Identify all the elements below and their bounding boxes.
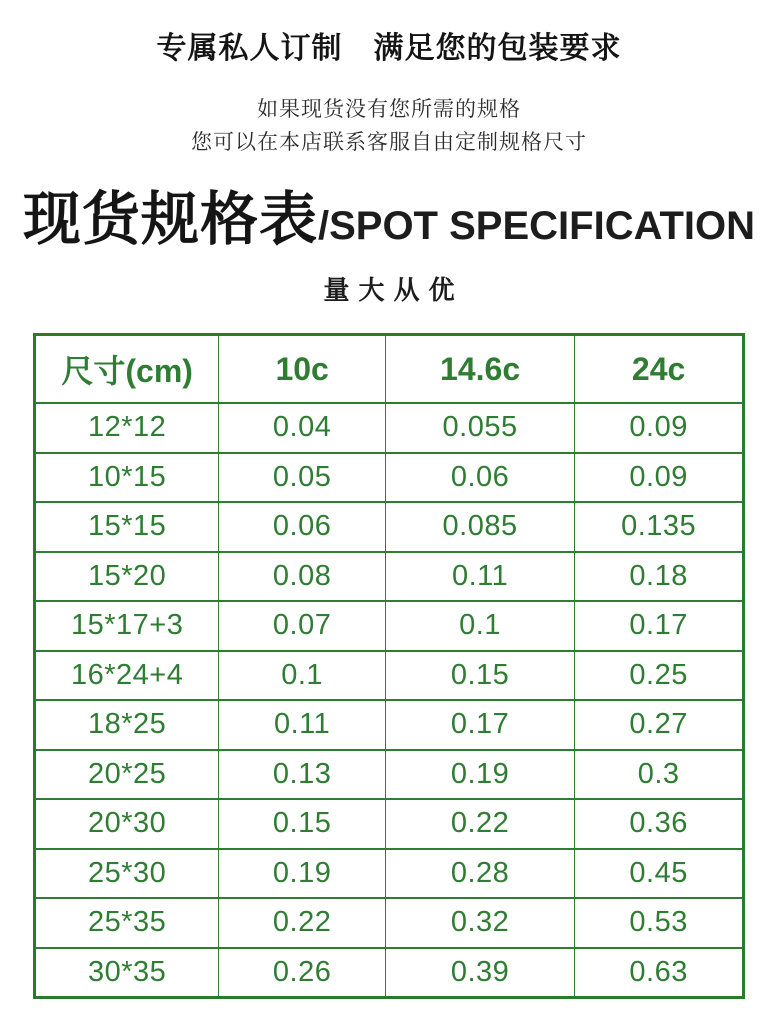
price-cell: 0.1 (385, 601, 574, 651)
spec-table-body (35, 403, 744, 998)
column-header-24c: 24c (575, 335, 744, 404)
table-row (35, 799, 744, 849)
price-cell: 0.36 (575, 799, 744, 849)
subtitle-line1: 如果现货没有您所需的规格 (257, 98, 521, 121)
price-cell: 0.53 (575, 898, 744, 948)
table-header-row (35, 335, 744, 404)
price-cell: 0.17 (575, 601, 744, 651)
table-row (35, 453, 744, 503)
section-title-chinese: 现货规格表 (22, 187, 318, 252)
bulk-discount-tagline: 量大从优 (323, 276, 464, 305)
price-cell: 0.11 (385, 552, 574, 602)
price-cell: 0.085 (385, 502, 574, 552)
price-cell: 0.32 (385, 898, 574, 948)
price-cell: 0.17 (385, 700, 574, 750)
price-cell: 0.25 (575, 651, 744, 701)
table-row (35, 898, 744, 948)
table-row (35, 502, 744, 552)
section-title (0, 185, 778, 270)
table-row (35, 601, 744, 651)
size-cell: 25*35 (35, 898, 219, 948)
size-cell: 16*24+4 (35, 651, 219, 701)
table-row (35, 750, 744, 800)
page-title: 专属私人订制 满足您的包装要求 (156, 32, 622, 65)
price-cell: 0.63 (575, 948, 744, 998)
table-row (35, 849, 744, 899)
size-cell: 20*25 (35, 750, 219, 800)
price-cell: 0.04 (219, 403, 386, 453)
section-title-english: /SPOT SPECIFICATION (317, 204, 756, 248)
column-header-14-6c: 14.6c (385, 335, 574, 404)
price-cell: 0.3 (575, 750, 744, 800)
price-cell: 0.19 (385, 750, 574, 800)
price-cell: 0.22 (219, 898, 386, 948)
price-cell: 0.27 (575, 700, 744, 750)
price-cell: 0.09 (575, 403, 744, 453)
price-cell: 0.19 (219, 849, 386, 899)
subtitle-line2: 您可以在本店联系客服自由定制规格尺寸 (191, 131, 587, 154)
size-cell: 15*17+3 (35, 601, 219, 651)
price-cell: 0.06 (219, 502, 386, 552)
price-cell: 0.15 (385, 651, 574, 701)
table-row (35, 552, 744, 602)
table-row (35, 948, 744, 998)
table-row (35, 700, 744, 750)
size-cell: 15*20 (35, 552, 219, 602)
size-cell: 15*15 (35, 502, 219, 552)
spec-table (33, 333, 745, 999)
price-cell: 0.05 (219, 453, 386, 503)
price-cell: 0.1 (219, 651, 386, 701)
price-cell: 0.07 (219, 601, 386, 651)
subtitle-block (0, 93, 778, 159)
price-cell: 0.22 (385, 799, 574, 849)
price-cell: 0.08 (219, 552, 386, 602)
price-cell: 0.18 (575, 552, 744, 602)
size-cell: 20*30 (35, 799, 219, 849)
price-cell: 0.28 (385, 849, 574, 899)
column-header-size: 尺寸(cm) (35, 335, 219, 404)
table-row (35, 651, 744, 701)
price-cell: 0.055 (385, 403, 574, 453)
price-cell: 0.15 (219, 799, 386, 849)
size-cell: 30*35 (35, 948, 219, 998)
size-cell: 12*12 (35, 403, 219, 453)
price-cell: 0.11 (219, 700, 386, 750)
column-header-10c: 10c (219, 335, 386, 404)
price-cell: 0.26 (219, 948, 386, 998)
size-cell: 25*30 (35, 849, 219, 899)
size-cell: 18*25 (35, 700, 219, 750)
price-cell: 0.135 (575, 502, 744, 552)
price-cell: 0.13 (219, 750, 386, 800)
price-cell: 0.39 (385, 948, 574, 998)
price-cell: 0.45 (575, 849, 744, 899)
price-cell: 0.06 (385, 453, 574, 503)
size-cell: 10*15 (35, 453, 219, 503)
table-row (35, 403, 744, 453)
price-cell: 0.09 (575, 453, 744, 503)
